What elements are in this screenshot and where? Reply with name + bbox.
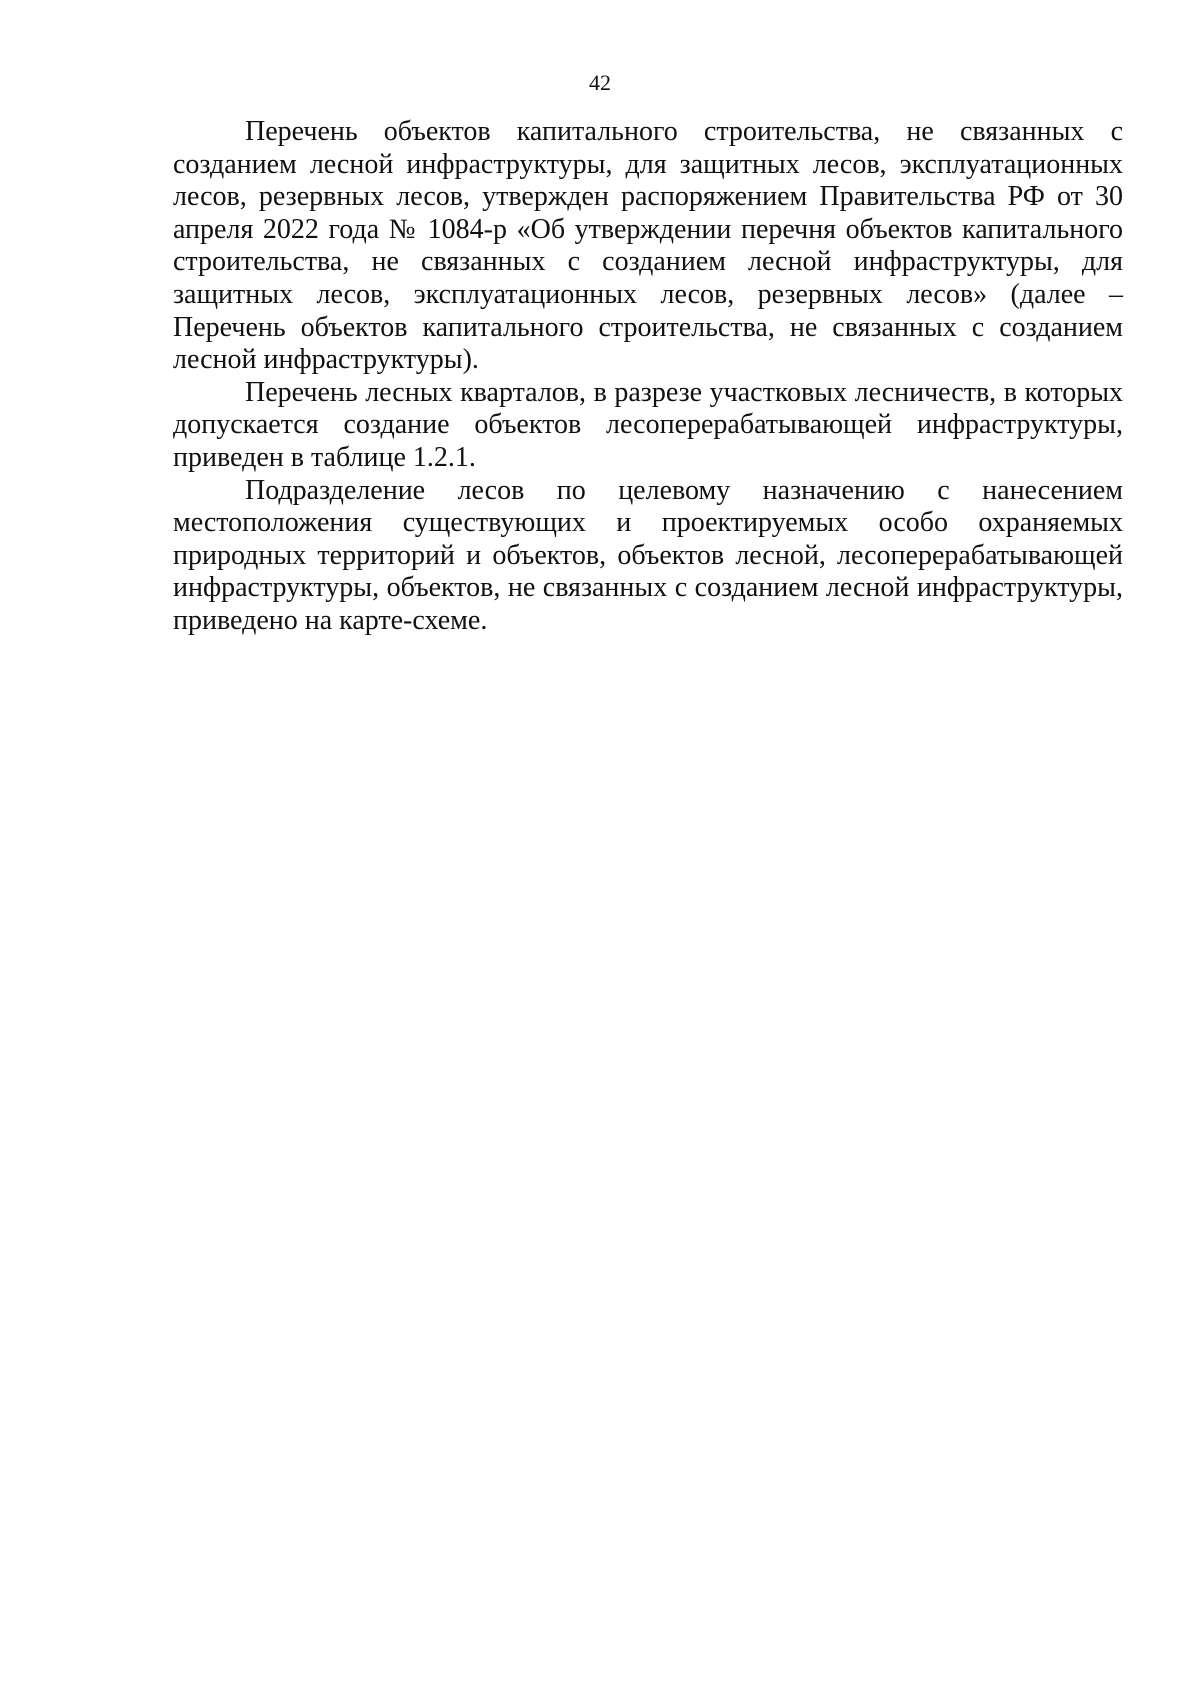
document-body	[173, 116, 1123, 638]
paragraph-forest-quarters-list: Перечень лесных кварталов, в разрезе участковых лесничеств, в которых допускается создание объектов лесоперерабатывающей инфраструктуры, приведен в таблице 1.2.1.	[173, 376, 1123, 473]
page-number: 42	[589, 70, 611, 95]
paragraph-capital-construction-list: Перечень объектов капитального строительства, не связанных с созданием лесной инфраструктуры, для защитных лесов, эксплуатационных лесов, резервных лесов, утвержден распоряжением Правительства РФ от 30 апреля 2022 года № 1084-р «Об утверждении перечня объектов капитального строительства, не связанных с созданием лесной инфраструктуры, для защитных лесов, эксплуатационных лесов, резервных лесов» (далее – Перечень объектов капитального строительства, не связанных с созданием лесной инфраструктуры).	[173, 116, 1123, 376]
paragraph-forest-subdivision: Подразделение лесов по целевому назначению с нанесением местоположения существующих и проектируемых особо охраняемых природных территорий и объектов, объектов лесной, лесоперерабатывающей инфраструктуры, объектов, не связанных с созданием лесной инфраструктуры, приведено на карте-схеме.	[173, 474, 1123, 636]
